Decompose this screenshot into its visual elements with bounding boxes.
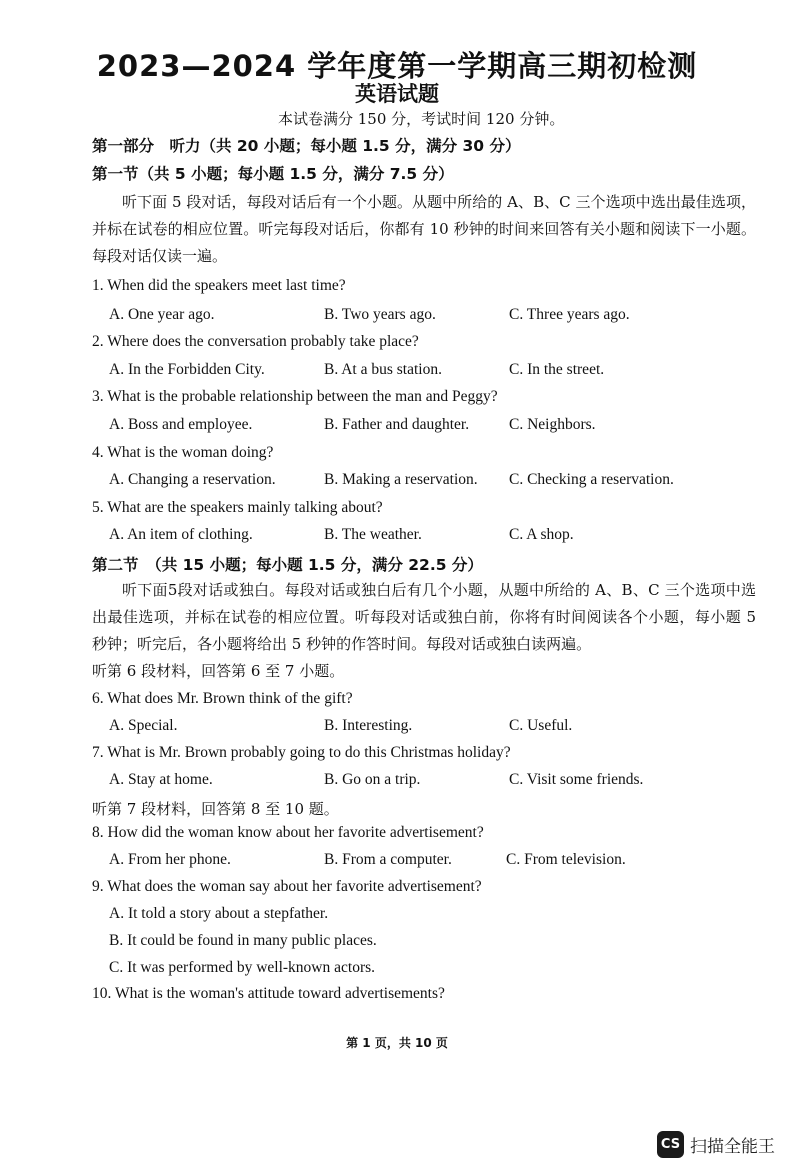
q7-option-b: B. Go on a trip. xyxy=(324,771,421,788)
q4-option-c: C. Checking a reservation. xyxy=(509,471,674,488)
question-4: 4. What is the woman doing? xyxy=(92,444,274,461)
section2-instructions: 听下面5段对话或独白。每段对话或独白后有几个小题，从题中所给的 A、B、C 三个选项中选出最佳选项，并标在试卷的相应位置。听每段对话或独白前，你将有时间阅读各个小题，每小题 5 秒钟；听完后，各小题将给出 5 秒钟的作答时间。每段对话或独白读两遍。 xyxy=(92,581,756,653)
q8-option-a: A. From her phone. xyxy=(109,851,231,868)
section1-heading: 第一节（共 5 小题；每小题 1.5 分，满分 7.5 分） xyxy=(92,165,454,183)
question-10: 10. What is the woman's attitude toward advertisements? xyxy=(92,985,445,1002)
q2-option-a: A. In the Forbidden City. xyxy=(109,361,265,378)
part1-heading: 第一部分 听力（共 20 小题；每小题 1.5 分，满分 30 分） xyxy=(92,137,521,155)
question-8: 8. How did the woman know about her favorite advertisement? xyxy=(92,824,484,841)
q8-option-b: B. From a computer. xyxy=(324,851,452,868)
exam-subtitle: 英语试题 xyxy=(355,82,439,106)
question-9: 9. What does the woman say about her favorite advertisement? xyxy=(92,878,482,895)
scanner-watermark xyxy=(657,1131,775,1158)
q9-option-b: B. It could be found in many public places. xyxy=(109,932,377,949)
camscanner-logo-icon: CS xyxy=(657,1131,684,1158)
q6-option-c: C. Useful. xyxy=(509,717,573,734)
question-7: 7. What is Mr. Brown probably going to do this Christmas holiday? xyxy=(92,744,511,761)
q1-option-a: A. One year ago. xyxy=(109,306,215,323)
question-3: 3. What is the probable relationship between the man and Peggy? xyxy=(92,388,498,405)
question-2: 2. Where does the conversation probably take place? xyxy=(92,333,419,350)
q3-option-c: C. Neighbors. xyxy=(509,416,596,433)
material-7-note: 听第 7 段材料，回答第 8 至 10 题。 xyxy=(92,800,339,818)
q4-option-b: B. Making a reservation. xyxy=(324,471,478,488)
q9-option-a: A. It told a story about a stepfather. xyxy=(109,905,329,922)
q9-option-c: C. It was performed by well-known actors. xyxy=(109,959,376,976)
q1-option-c: C. Three years ago. xyxy=(509,306,630,323)
scanner-brand-text: 扫描全能王 xyxy=(690,1137,775,1157)
question-6: 6. What does Mr. Brown think of the gift? xyxy=(92,690,353,707)
q1-option-b: B. Two years ago. xyxy=(324,306,436,323)
q3-option-b: B. Father and daughter. xyxy=(324,416,470,433)
exam-note: 本试卷满分 150 分，考试时间 120 分钟。 xyxy=(278,110,565,128)
q3-option-a: A. Boss and employee. xyxy=(109,416,253,433)
section2-heading: 第二节 （共 15 小题；每小题 1.5 分，满分 22.5 分） xyxy=(92,556,483,574)
question-5: 5. What are the speakers mainly talking about? xyxy=(92,499,383,516)
page-number: 第 1 页，共 10 页 xyxy=(346,1036,448,1050)
q5-option-b: B. The weather. xyxy=(324,526,422,543)
section1-instructions: 听下面 5 段对话，每段对话后有一个小题。从题中所给的 A、B、C 三个选项中选出最佳选项，并标在试卷的相应位置。听完每段对话后，你都有 10 秒钟的时间来回答有关小题和阅读下一小题。每段对话仅读一遍。 xyxy=(92,193,756,265)
material-6-note: 听第 6 段材料，回答第 6 至 7 小题。 xyxy=(92,662,345,680)
q2-option-c: C. In the street. xyxy=(509,361,605,378)
q7-option-a: A. Stay at home. xyxy=(109,771,213,788)
q6-option-b: B. Interesting. xyxy=(324,717,413,734)
exam-title: 2023—2024 学年度第一学期高三期初检测 xyxy=(96,49,698,83)
q6-option-a: A. Special. xyxy=(109,717,178,734)
q5-option-c: C. A shop. xyxy=(509,526,574,543)
q5-option-a: A. An item of clothing. xyxy=(109,526,253,543)
question-1: 1. When did the speakers meet last time? xyxy=(92,277,346,294)
q8-option-c: C. From television. xyxy=(506,851,626,868)
q2-option-b: B. At a bus station. xyxy=(324,361,442,378)
q7-option-c: C. Visit some friends. xyxy=(509,771,644,788)
q4-option-a: A. Changing a reservation. xyxy=(109,471,276,488)
